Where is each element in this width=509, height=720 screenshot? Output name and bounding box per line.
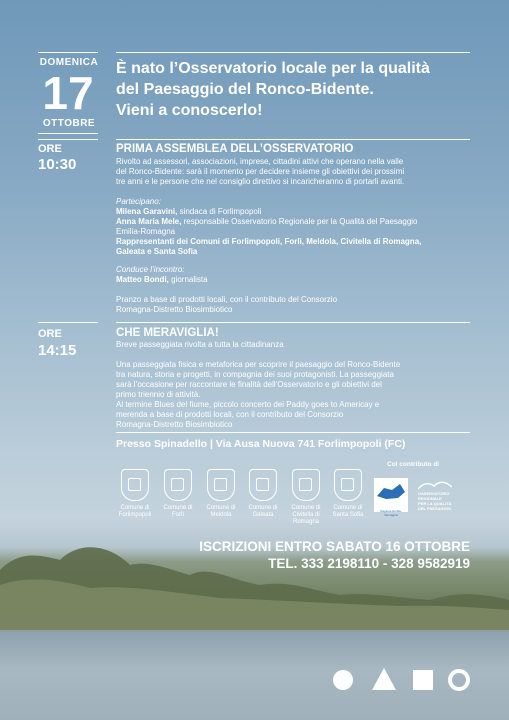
phone-numbers: TEL. 333 2198110 - 328 9582919 [268,556,470,571]
crest-icon [121,469,149,501]
date-rule-top [38,52,98,53]
representatives-line-1: Rappresentanti dei Comuni di Forlimpopoli, Forlì, Meldola, Civitella di Romagna, [116,237,422,246]
session1-time-label: ORE [38,143,62,155]
session1-moderator [116,265,496,285]
contrib-label: Col contributo di [387,461,439,468]
participant-role: responsabile Osservatorio Regionale per la Qualità del Paesaggio [181,217,418,226]
session1-description: Rivolto ad assessori, associazioni, imprese, cittadini attivi che operano nella valle del Ronco-Bidente: sarà il momento per decidere insieme gli obiettivi dei prossimi tre anni e le persone che nel consiglio direttivo si incaricheranno di portarli avanti. [116,157,405,186]
square-icon [413,670,433,690]
logo-civitella: Comune di Civitella di Romagna [283,469,329,526]
crest-icon [164,469,192,501]
participants-label: Partecipano: [116,197,161,206]
participant-name: Milena Garavini, [116,207,178,216]
ring-icon [448,669,470,691]
session1-time: 10:30 [38,156,77,173]
landscape-icon [418,478,452,490]
participant-name: Anna Maria Mele, [116,217,182,226]
representatives-line-2: Galeata e Santa Sofia [116,247,198,256]
registration-deadline: ISCRIZIONI ENTRO SABATO 16 OTTOBRE [199,539,470,554]
session2-title: CHE MERAVIGLIA! [116,327,219,339]
headline [116,58,486,121]
logo-forli: Comune di Forlì [157,469,199,519]
logo-forlimpopoli: Comune di Forlimpopoli [114,469,156,519]
date-weekday: DOMENICA [39,57,99,68]
session2-time-label: ORE [38,328,62,340]
logo-galeata: Comune di Galeata [242,469,284,519]
headline-rule [116,52,470,53]
moderator-name: Matteo Bondi, [116,275,169,284]
region-logo: Regione Emilia-Romagna [374,478,408,512]
osservatorio-logo: OSSERVATORIO REGIONALE PER LA QUALITÀ DEL PAESAGGIO [418,478,468,511]
session2-time: 14:15 [38,342,77,359]
headline-line-1: È nato l’Osservatorio locale per la qualità [116,60,430,77]
venue-rule [116,432,470,433]
moderator-label: Conduce l’incontro: [116,265,185,274]
headline-line-3: Vieni a conoscerlo! [116,102,263,119]
headline-line-2: del Paesaggio del Ronco-Bidente. [116,81,374,98]
session1-participants [116,197,496,257]
session1-title: PRIMA ASSEMBLEA DELL’OSSERVATORIO [116,143,354,155]
moderator-role: giornalista [168,275,208,284]
region-map-icon [374,478,408,504]
crest-icon [207,469,235,501]
participant-role-cont: Emilia-Romagna [116,227,176,236]
logo-santa-sofia: Comune di Santa Sofia [326,469,370,519]
session2-rule [116,322,470,323]
session1-rule [116,139,470,140]
session2-description: Una passeggiata fisica e metaforica per scoprire il paesaggio del Ronco-Bidente tra natura, storia e progetti, in compagnia dei suoi protagonisti. La passeggiata sarà l’occasione per raccontare le finalità dell’Osservatorio e gli obiettivi del primo triennio di attività. Al termine Blues del fiume, piccolo concerto dei Paddy goes to Americay e merenda a base di prodotti locali, con il contributo del Consorzio Romagna-Distretto Biosimbiotico [116,360,401,429]
venue: Presso Spinadello | Via Ausa Nuova 741 Forlimpopoli (FC) [116,438,406,450]
session2-time-rule [38,322,98,323]
participant-role: sindaca di Forlimpopoli [177,207,262,216]
triangle-icon [372,668,396,690]
date-month: OTTOBRE [42,118,96,129]
logo-meldola: Comune di Meldola [200,469,242,519]
session1-lunch: Pranzo a base di prodotti locali, con il contributo del Consorzio Romagna-Distretto Biosimbiotico [116,295,338,314]
circle-icon [333,670,353,690]
date-day: 17 [42,67,94,119]
crest-icon [292,469,320,501]
crest-icon [334,469,362,501]
session1-time-rule [38,139,98,140]
date-rule-bottom [38,133,98,134]
session2-subtitle: Breve passeggiata rivolta a tutta la cittadinanza [116,340,284,349]
crest-icon [249,469,277,501]
